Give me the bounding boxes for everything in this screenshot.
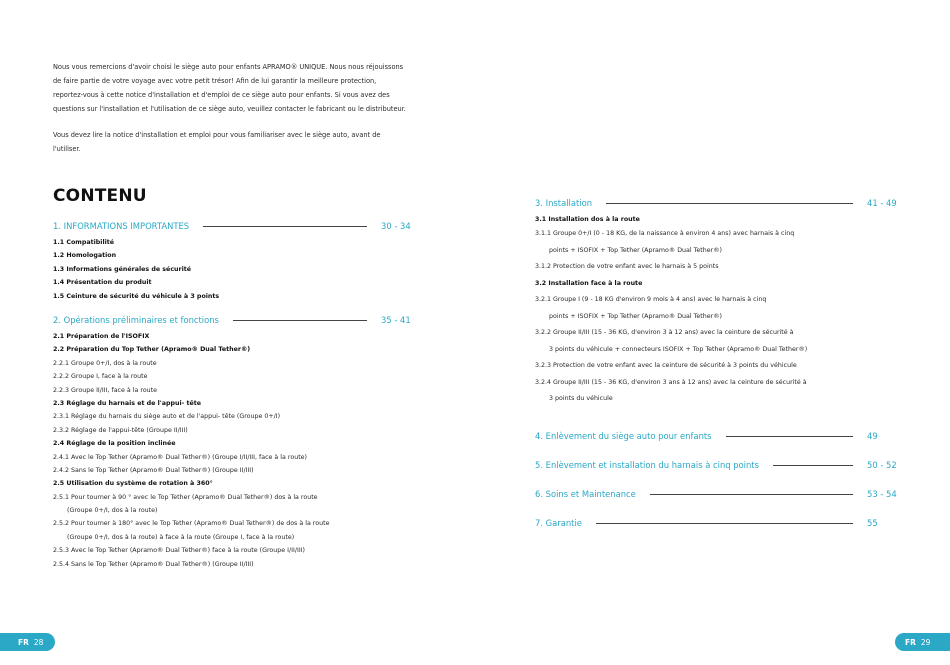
toc-subitem: 2.4.1 Avec le Top Tether (Apramo® Dual Tether®) (Groupe I/II/III, face à la route) (53, 453, 307, 461)
intro-paragraph-1: Nous vous remercions d'avoir choisi le siège auto pour enfants APRAMO® UNIQUE. Nous nous réjouissons de faire partie de votre voyage avec votre petit trésor! Afin de lui garantir la meilleure protection, reportez-vous à cette notice d'installation et d'emploi de ce siège auto pour enfants. Si vous avez des questions sur l'installation et l'utilisation de ce siège auto, veuillez contacter le fabricant ou le distributeur. (53, 63, 406, 113)
toc-subitem: 1.3 Informations générales de sécurité (53, 265, 192, 273)
toc-subitem: 2.4 Réglage de la position inclinée (53, 440, 176, 448)
page-number: 29 (920, 637, 931, 647)
toc-subitem: (Groupe 0+/I, dos à la route) à face à la route (Groupe I, face à la route) (67, 533, 295, 541)
toc-title: 3. Installation (535, 198, 593, 208)
toc-pages: 49 (867, 431, 878, 441)
toc-section-6 (535, 487, 901, 501)
toc-subitem: 2.5.2 Pour tourner à 180° avec le Top Tether (Apramo® Dual Tether®) de dos à la route (53, 520, 330, 528)
toc-title: 6. Soins et Maintenance (535, 489, 636, 499)
leader-line (203, 226, 367, 227)
toc-entry-3[interactable] (535, 196, 901, 210)
toc-subitem: 3.2.4 Groupe II/III (15 - 36 KG, d'environ 3 ans à 12 ans) avec la ceinture de sécurité à (535, 378, 807, 386)
toc-subitem: 1.1 Compatibilité (53, 239, 115, 246)
language-code: FR (905, 637, 916, 647)
toc-section-1 (53, 219, 415, 303)
toc-title: 7. Garantie (535, 518, 582, 528)
toc-subitem: 2.2.3 Groupe II/III, face à la route (53, 386, 157, 394)
page-number-badge (895, 633, 950, 651)
toc-pages: 35 - 41 (381, 315, 411, 325)
toc-title: 5. Enlèvement et installation du harnais à cinq points (535, 460, 759, 470)
leader-line (773, 465, 853, 466)
toc-entry-6[interactable] (535, 487, 901, 501)
toc-pages: 30 - 34 (381, 221, 411, 231)
toc-entry-5[interactable] (535, 458, 901, 472)
toc-subitem: (Groupe 0+/I, dos à la route) (67, 507, 158, 515)
toc-title: 4. Enlèvement du siège auto pour enfants (535, 431, 712, 441)
toc-subitem: 3.2.1 Groupe I (9 - 18 KG d'environ 9 mois à 4 ans) avec le harnais à cinq (535, 296, 767, 304)
toc-subitem: points + ISOFIX + Top Tether (Apramo® Dual Tether®) (549, 246, 722, 254)
toc-pages: 41 - 49 (867, 198, 897, 208)
toc-subitem: 3.1 Installation dos à la route (535, 216, 640, 223)
toc-subitem: 2.5.1 Pour tourner à 90 ° avec le Top Tether (Apramo® Dual Tether®) dos à la route (53, 493, 318, 501)
toc-section-3 (535, 196, 901, 408)
leader-line (650, 494, 853, 495)
toc-subitem: 2.3 Réglage du harnais et de l'appui- tête (53, 399, 202, 407)
toc-subitem: 3.1.2 Protection de votre enfant avec le harnais à 5 points (535, 263, 719, 271)
page-number-badge (0, 633, 55, 651)
page-number: 28 (33, 637, 44, 647)
right-page (475, 0, 950, 665)
toc-subitem: 2.3.2 Réglage de l'appui-tête (Groupe II/III) (53, 426, 188, 434)
leader-line (726, 436, 853, 437)
toc-subitem: 2.2 Préparation du Top Tether (Apramo® Dual Tether®) (53, 346, 251, 354)
toc-entry-1[interactable] (53, 219, 415, 233)
toc-section-5 (535, 458, 901, 472)
toc-subitems (53, 330, 415, 571)
toc-subitem: 3 points du véhicule (549, 395, 613, 403)
toc-subitem: 3.1.1 Groupe 0+/I (0 - 18 KG, de la naissance à environ 4 ans) avec harnais à cinq (535, 230, 795, 238)
contents-heading: CONTENU (53, 186, 147, 206)
toc-section-4 (535, 429, 901, 443)
leader-line (606, 203, 853, 204)
toc-entry-2[interactable] (53, 313, 415, 327)
toc-subitem: 2.3.1 Réglage du harnais du siège auto et de l'appui- tête (Groupe 0+/I) (53, 413, 281, 421)
toc-pages: 53 - 54 (867, 489, 897, 499)
leader-line (233, 320, 367, 321)
toc-section-7 (535, 516, 901, 530)
toc-pages: 55 (867, 518, 878, 528)
toc-subitem: points + ISOFIX + Top Tether (Apramo® Dual Tether®) (549, 312, 722, 320)
toc-subitem: 2.2.1 Groupe 0+/I, dos à la route (53, 359, 157, 367)
toc-subitem: 3.2 Installation face à la route (535, 279, 643, 287)
toc-subitem: 3.2.3 Protection de votre enfant avec la ceinture de sécurité à 3 points du véhicule (535, 362, 797, 370)
toc-subitem: 2.5.3 Avec le Top Tether (Apramo® Dual Tether®) face à la route (Groupe I/II/III) (53, 547, 305, 555)
toc-pages: 50 - 52 (867, 460, 897, 470)
toc-subitem: 2.5 Utilisation du système de rotation à 360° (53, 480, 213, 488)
intro-text (53, 60, 408, 168)
toc-subitems (535, 213, 901, 408)
toc-subitem: 1.4 Présentation du produit (53, 279, 152, 287)
language-code: FR (18, 637, 29, 647)
toc-title: 1. INFORMATIONS IMPORTANTES (53, 221, 190, 231)
toc-subitem: 1.5 Ceinture de sécurité du véhicule à 3 points (53, 292, 220, 300)
toc-subitem: 3.2.2 Groupe II/III (15 - 36 KG, d'environ 3 à 12 ans) avec la ceinture de sécurité à (535, 329, 794, 337)
toc-entry-4[interactable] (535, 429, 901, 443)
intro-paragraph-2: Vous devez lire la notice d'installation et emploi pour vous familiariser avec le siège auto, avant de l'utiliser. (53, 131, 381, 153)
toc-section-2 (53, 313, 415, 571)
toc-subitem: 2.5.4 Sans le Top Tether (Apramo® Dual Tether®) (Groupe II/III) (53, 560, 254, 568)
toc-entry-7[interactable] (535, 516, 901, 530)
toc-subitem: 2.4.2 Sans le Top Tether (Apramo® Dual Tether®) (Groupe II/III) (53, 466, 254, 474)
toc-subitem: 1.2 Homologation (53, 252, 117, 260)
leader-line (596, 523, 853, 524)
toc-subitem: 2.2.2 Groupe I, face à la route (53, 373, 148, 381)
toc-title: 2. Opérations préliminaires et fonctions (53, 315, 219, 325)
toc-subitems (53, 236, 415, 303)
toc-subitem: 2.1 Préparation de l'ISOFIX (53, 333, 150, 340)
toc-subitem: 3 points du véhicule + connecteurs ISOFIX + Top Tether (Apramo® Dual Tether®) (549, 345, 808, 353)
